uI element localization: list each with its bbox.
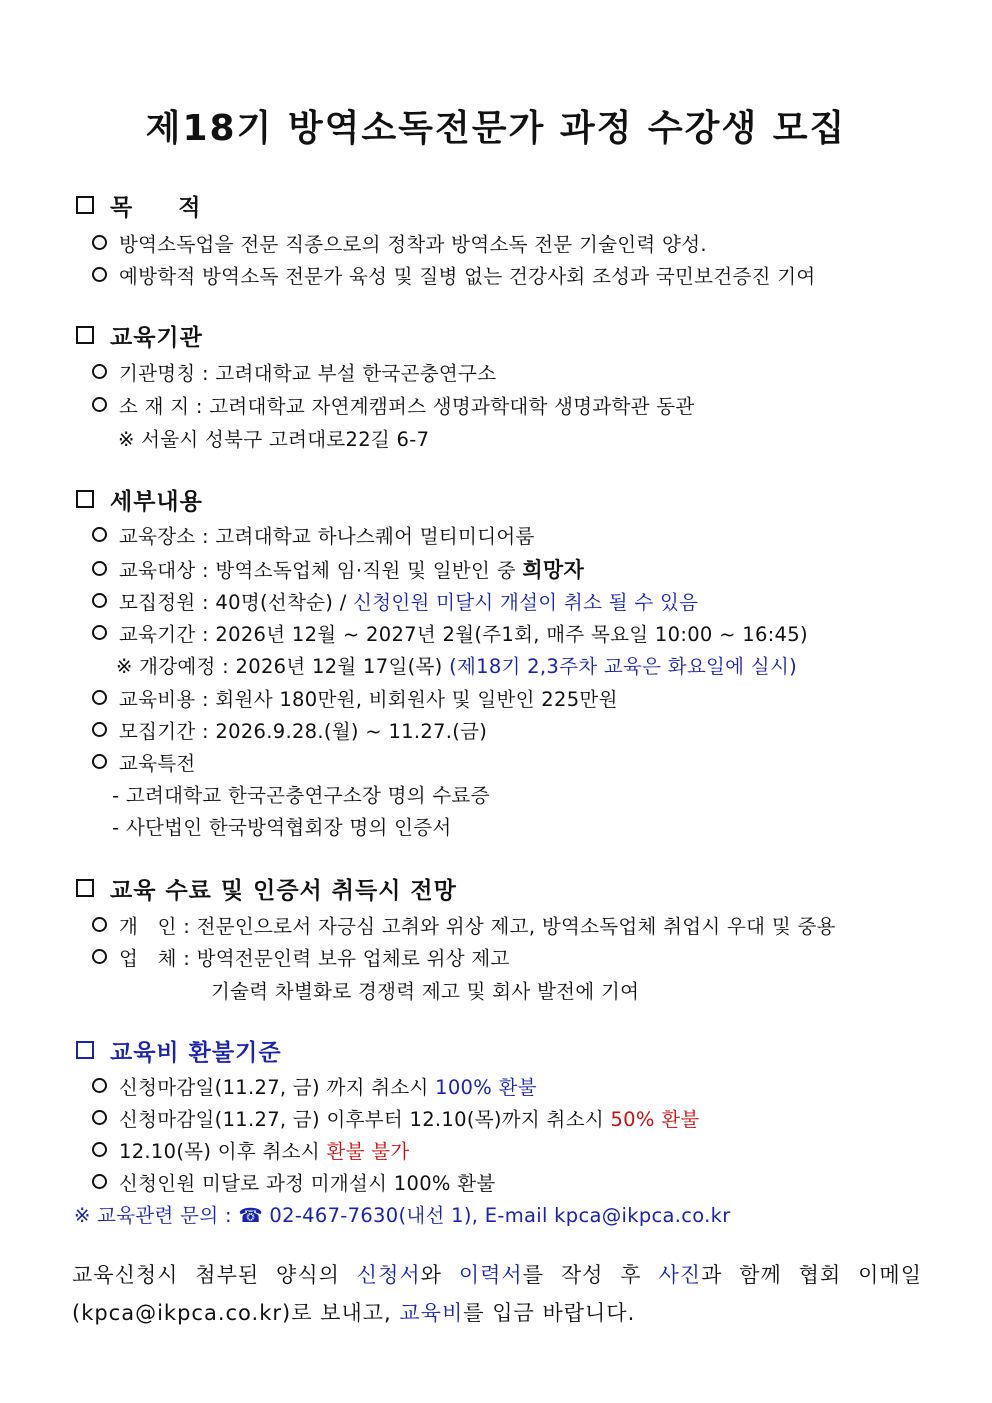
list-item: 방역소독업을 전문 직종으로의 정착과 방역소독 전문 기술인력 양성. [92, 229, 707, 257]
list-item: 12.10(목) 이후 취소시 환불 불가 [92, 1136, 410, 1164]
company-continued: 기술력 차별화로 경쟁력 제고 및 회사 발전에 기여 [211, 980, 640, 1003]
list-item: 신청마감일(11.27, 금) 까지 취소시 100% 환불 [92, 1072, 537, 1100]
circle-bullet-icon [92, 397, 107, 412]
circle-bullet-icon [92, 625, 107, 640]
contact-info: ※ 교육관련 문의 : ☎ 02-467-7630(내선 1), E-mail kpca@ikpca.co.kr [74, 1204, 731, 1227]
square-bullet-icon [76, 196, 94, 214]
circle-bullet-icon [92, 690, 107, 705]
section-institution [76, 319, 203, 352]
section-heading: 세부내용 [110, 489, 203, 515]
list-item: 기관명칭 : 고려대학교 부설 한국곤충연구소 [92, 358, 496, 386]
circle-bullet-icon [92, 1078, 107, 1093]
square-bullet-icon [76, 326, 94, 344]
section-details [76, 483, 203, 516]
circle-bullet-icon [92, 267, 107, 282]
list-item: 신청인원 미달로 과정 미개설시 100% 환불 [92, 1168, 496, 1196]
square-bullet-icon [76, 490, 94, 508]
list-item: 교육기간 : 2026년 12월 ~ 2027년 2월(주1회, 매주 목요일 10:00 ~ 16:45) [92, 619, 808, 647]
benefit-item: - 고려대학교 한국곤충연구소장 명의 수료증 [112, 784, 490, 807]
circle-bullet-icon [92, 561, 107, 576]
circle-bullet-icon [92, 1110, 107, 1125]
circle-bullet-icon [92, 593, 107, 608]
list-item: 교육특전 [92, 748, 196, 776]
list-item: 교육대상 : 방역소독업체 임·직원 및 일반인 중 희망자 [92, 554, 584, 584]
list-item: 신청마감일(11.27, 금) 이후부터 12.10(목)까지 취소시 50% 환불 [92, 1104, 699, 1132]
list-item: 교육장소 : 고려대학교 하나스퀘어 멀티미디어룸 [92, 521, 535, 549]
section-refund [76, 1034, 282, 1067]
square-bullet-icon [76, 1041, 94, 1059]
circle-bullet-icon [92, 949, 107, 964]
opening-note: ※ 개강예정 : 2026년 12월 17일(목) (제18기 2,3주차 교육은 화요일에 실시) [116, 655, 797, 678]
list-item: 업 체 : 방역전문인력 보유 업체로 위상 제고 [92, 943, 510, 971]
page-title: 제18기 방역소독전문가 과정 수강생 모집 [145, 108, 847, 149]
circle-bullet-icon [92, 1142, 107, 1157]
list-item: 모집정원 : 40명(선착순) / 신청인원 미달시 개설이 취소 될 수 있음 [92, 587, 698, 615]
section-heading: 목 적 [110, 195, 202, 221]
section-heading: 교육비 환불기준 [110, 1040, 282, 1066]
square-bullet-icon [76, 879, 94, 897]
list-item: 교육비용 : 회원사 180만원, 비회원사 및 일반인 225만원 [92, 684, 618, 712]
list-item: 예방학적 방역소독 전문가 육성 및 질병 없는 건강사회 조성과 국민보건증진 기여 [92, 261, 816, 289]
section-heading: 교육기관 [110, 325, 203, 351]
circle-bullet-icon [92, 917, 107, 932]
closing-paragraph: 교육신청시 첨부된 양식의 신청서와 이력서를 작성 후 사진과 함께 협회 이메일 (kpca@ikpca.co.kr)로 보내고, 교육비를 입금 바랍니다. [72, 1263, 922, 1325]
list-item: 소 재 지 : 고려대학교 자연계캠퍼스 생명과학대학 생명과학관 동관 [92, 391, 695, 419]
circle-bullet-icon [92, 1174, 107, 1189]
circle-bullet-icon [92, 364, 107, 379]
circle-bullet-icon [92, 722, 107, 737]
section-purpose [76, 189, 201, 222]
list-item: 모집기간 : 2026.9.28.(월) ~ 11.27.(금) [92, 716, 487, 744]
circle-bullet-icon [92, 235, 107, 250]
benefit-item: - 사단법인 한국방역협회장 명의 인증서 [112, 816, 452, 839]
list-item: 개 인 : 전문인으로서 자긍심 고취와 위상 제고, 방역소독업체 취업시 우대 및 중용 [92, 911, 836, 939]
section-outlook [76, 872, 457, 905]
circle-bullet-icon [92, 527, 107, 542]
section-heading: 교육 수료 및 인증서 취득시 전망 [110, 878, 457, 904]
circle-bullet-icon [92, 754, 107, 769]
address-note: ※ 서울시 성북구 고려대로22길 6-7 [118, 428, 430, 451]
